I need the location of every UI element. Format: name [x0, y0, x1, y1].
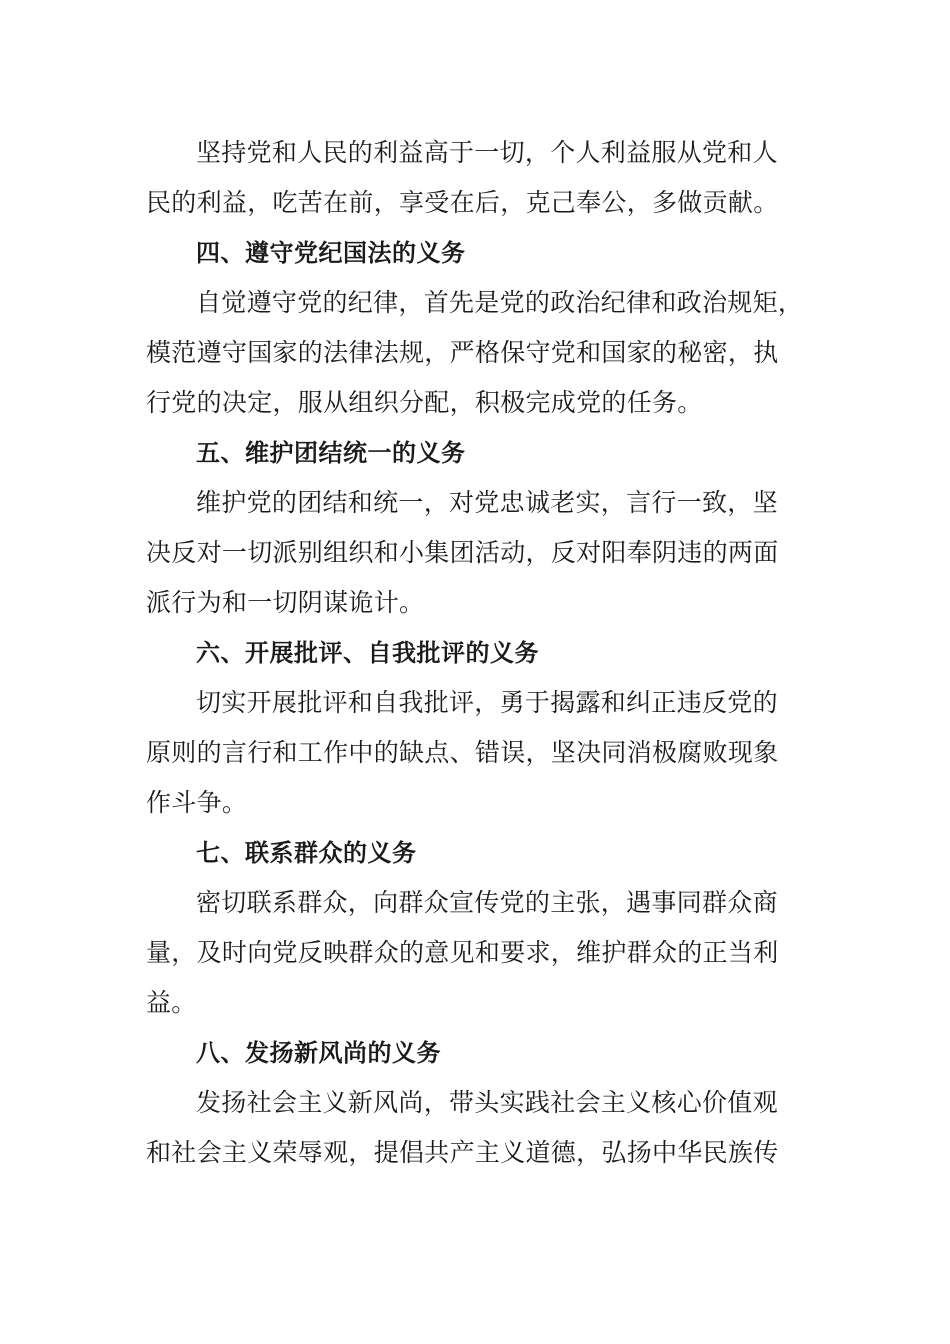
text-line: 决反对一切派别组织和小集团活动，反对阳奉阴违的两面: [146, 538, 779, 567]
text-line: 原则的言行和工作中的缺点、错误，坚决同消极腐败现象: [146, 738, 779, 767]
text-line: 密切联系群众，向群众宣传党的主张，遇事同群众商: [196, 888, 778, 917]
text-line: 派行为和一切阴谋诡计。: [146, 588, 425, 617]
text-line: 坚持党和人民的利益高于一切，个人利益服从党和人: [196, 138, 778, 167]
text-line: 行党的决定，服从组织分配，积极完成党的任务。: [146, 388, 703, 417]
text-line: 和社会主义荣辱观，提倡共产主义道德，弘扬中华民族传: [146, 1138, 779, 1167]
document-page: [146, 128, 804, 1178]
section-heading: 五、维护团结统一的义务: [196, 439, 466, 467]
text-line: 作斗争。: [146, 788, 248, 817]
section-heading: 七、联系群众的义务: [196, 839, 417, 867]
text-line: 益。: [146, 988, 197, 1017]
text-line: 维护党的团结和统一，对党忠诚老实，言行一致，坚: [196, 488, 778, 517]
section-heading: 六、开展批评、自我批评的义务: [196, 639, 539, 667]
section-heading: 四、遵守党纪国法的义务: [196, 239, 466, 267]
text-line: 模范遵守国家的法律法规，严格保守党和国家的秘密，执: [146, 338, 779, 367]
text-line: 自觉遵守党的纪律，首先是党的政治纪律和政治规矩，: [196, 288, 804, 317]
text-line: 切实开展批评和自我批评，勇于揭露和纠正违反党的: [196, 688, 778, 717]
text-line: 发扬社会主义新风尚，带头实践社会主义核心价值观: [196, 1088, 778, 1117]
text-line: 民的利益，吃苦在前，享受在后，克己奉公，多做贡献。: [146, 188, 779, 217]
text-line: 量，及时向党反映群众的意见和要求，维护群众的正当利: [146, 938, 779, 967]
section-heading: 八、发扬新风尚的义务: [196, 1039, 441, 1067]
